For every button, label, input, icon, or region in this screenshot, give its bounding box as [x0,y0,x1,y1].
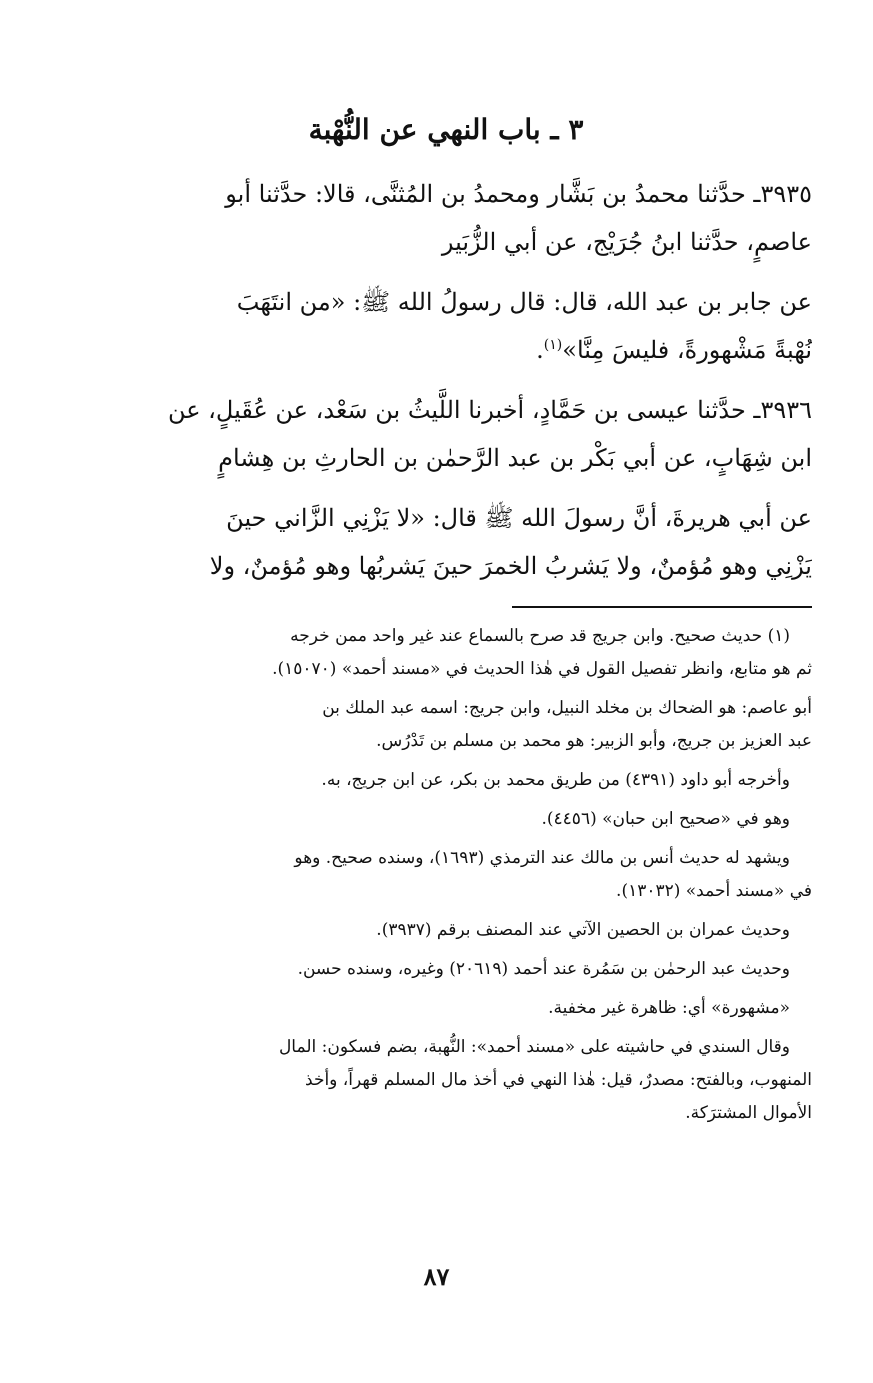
hadith-3936-isnad [80,386,812,482]
chapter-title: ٣ ـ باب النهي عن النُّهْبة [308,113,584,146]
footnote-line: في «مسند أحمد» (١٣٠٣٢). [616,881,812,901]
text-line: عن جابر بن عبد الله، قال: قال رسولُ الله ﷺ: «من انتَهَبَ [236,288,812,316]
footnote [80,914,812,947]
footnote-line: وحديث عبد الرحمٰن بن سَمُرة عند أحمد (٢٠٦١٩) وغيره، وسنده حسن. [297,959,790,979]
text-line: عاصمٍ، حدَّثنا ابنُ جُرَيْج، عن أبي الزُّبَير [441,228,812,256]
footnote [80,842,812,908]
text-line: ٣٩٣٥ـ حدَّثنا محمدُ بن بَشَّار ومحمدُ بن المُثنَّى، قالا: حدَّثنا أبو [225,180,812,208]
footnote-line: وقال السندي في حاشيته على «مسند أحمد»: النُّهبة، بضم فسكون: المال [278,1037,790,1057]
footnote-line: أبو عاصم: هو الضحاك بن مخلد النبيل، وابن جريج: اسمه عبد الملك بن [322,698,812,718]
page-number: ٨٧ [423,1262,450,1291]
footnote-line: وهو في «صحيح ابن حبان» (٤٤٥٦). [541,809,790,829]
text-line: عن أبي هريرةَ، أنَّ رسولَ الله ﷺ قال: «لا يَزْنِي الزَّاني حينَ [226,504,812,532]
hadith-3935-matn [80,278,812,374]
footnote [80,620,812,686]
footnote [80,692,812,758]
footnote-line: ثم هو متابع، وانظر تفصيل القول في هٰذا الحديث في «مسند أحمد» (١٥٠٧٠). [272,659,812,679]
footnote-line: وحديث عمران بن الحصين الآتي عند المصنف برقم (٣٩٣٧). [376,920,790,940]
footnote-divider [512,606,812,608]
hadith-3936-matn [80,494,812,590]
footnote-line: المنهوب، وبالفتح: مصدرٌ، قيل: هٰذا النهي في أخذ مال المسلم قهراً، وأخذ [305,1070,812,1090]
document-page [80,110,812,1136]
footnote-line: عبد العزيز بن جريج، وأبو الزبير: هو محمد بن مسلم بن تَدْرُس. [376,731,812,751]
footnote-line: الأموال المشترَكة. [685,1103,812,1123]
sentence-end: . [536,336,544,364]
text-line: ابن شِهَابٍ، عن أبي بَكْر بن عبد الرَّحمٰن بن الحارثِ بن هِشامٍ [218,444,812,472]
hadith-3935-isnad [80,170,812,266]
footnote-reference[interactable]: (١) [543,337,563,353]
text-line: يَزْنِي وهو مُؤمنٌ، ولا يَشربُ الخمرَ حينَ يَشربُها وهو مُؤمنٌ، ولا [209,552,812,580]
footnote-line: (١) حديث صحيح. وابن جريج قد صرح بالسماع عند غير واحد ممن خرجه [290,626,790,646]
text-line [80,326,812,374]
text-line: ٣٩٣٦ـ حدَّثنا عيسى بن حَمَّادٍ، أخبرنا اللَّيثُ بن سَعْد، عن عُقَيلٍ، عن [167,396,812,424]
footnote [80,992,812,1025]
footnote [80,1031,812,1130]
footnote-line: ويشهد له حديث أنس بن مالك عند الترمذي (١٦٩٣)، وسنده صحيح. وهو [294,848,790,868]
footnotes [80,620,812,1130]
footnote [80,764,812,797]
footnote [80,953,812,986]
footnote [80,803,812,836]
footnote-line: وأخرجه أبو داود (٤٣٩١) من طريق محمد بن بكر، عن ابن جريج، به. [321,770,790,790]
text-segment: نُهْبةً مَشْهورةً، فليسَ مِنَّا» [562,336,812,364]
footnote-line: «مشهورة» أي: ظاهرة غير مخفية. [548,998,790,1018]
